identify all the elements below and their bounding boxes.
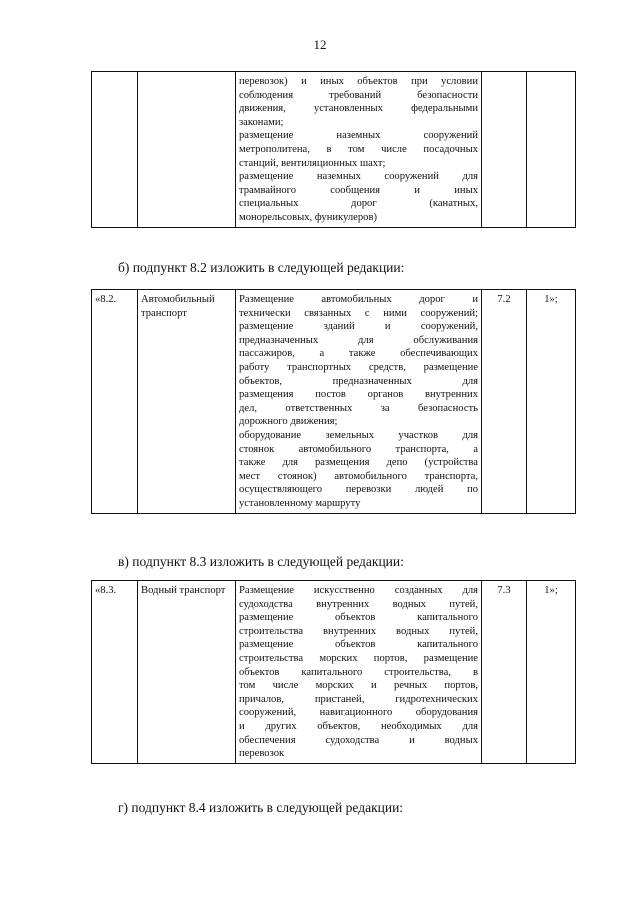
description-line: также для размещения депо (устройства: [239, 457, 478, 469]
description-line: размещение наземных сооружений: [239, 130, 478, 142]
table-row: [92, 290, 576, 514]
description-line: оборудование земельных участков для: [239, 429, 478, 441]
table-row: [92, 581, 576, 764]
table-row: [92, 72, 576, 228]
description-line: причалов, пристаней, гидротехнических: [239, 693, 478, 705]
description-line: стоянок автомобильного транспорта, а: [239, 443, 478, 455]
description-line: технически связанных с ними сооружений;: [239, 307, 478, 319]
cell-number: [92, 72, 138, 228]
description-line: дел, ответственных за безопасность: [239, 402, 478, 414]
description-line: станций, вентиляционных шахт;: [239, 157, 386, 169]
description-line: пассажиров, а также обеспечивающих: [239, 348, 478, 360]
description-line: мест стоянок) автомобильного транспорта,: [239, 470, 478, 482]
table-continuation: [91, 71, 576, 228]
cell-value: [527, 72, 576, 228]
description-line: движения, установленных федеральными: [239, 103, 478, 115]
description-line: предназначенных для обслуживания: [239, 334, 478, 346]
description-line: сооружений, навигационного оборудования: [239, 707, 478, 719]
description-line: метрополитена, в том числе посадочных: [239, 143, 478, 155]
cell-number: «8.2.: [92, 290, 138, 514]
description-line: размещение наземных сооружений для: [239, 171, 478, 183]
description-line: законами;: [239, 116, 284, 128]
cell-value: 1»;: [527, 290, 576, 514]
description-line: дорожного движения;: [239, 416, 338, 428]
description-line: соблюдения требований безопасности: [239, 89, 478, 101]
cell-number: «8.3.: [92, 581, 138, 764]
description-line: объектов, предназначенных для: [239, 375, 478, 387]
cell-name: Автомобильный транспорт: [138, 290, 236, 514]
description-line: осуществляющего перевозки людей по: [239, 484, 478, 496]
cell-name: [138, 72, 236, 228]
description-line: перевозок: [239, 748, 285, 760]
description-line: Размещение автомобильных дорог и: [239, 294, 478, 305]
description-line: специальных дорог (канатных,: [239, 198, 478, 210]
description-line: объектов капитального строительства, в: [239, 666, 478, 678]
cell-code: [482, 72, 527, 228]
cell-name: Водный транспорт: [138, 581, 236, 764]
cell-description: [236, 72, 482, 228]
table-subitem-8-2: [91, 289, 576, 514]
table-subitem-8-3: [91, 580, 576, 764]
description-line: монорельсовых, фуникулеров): [239, 211, 377, 223]
description-line: строительства морских портов, размещение: [239, 652, 478, 664]
description-line: размещение объектов капитального: [239, 612, 478, 624]
description-line: размещение объектов капитального: [239, 639, 478, 651]
description-line: работу транспортных средств, размещение: [239, 361, 478, 373]
instruction-subitem-8-4: г) подпункт 8.4 изложить в следующей редакции:: [118, 800, 404, 815]
description-line: размещение зданий и сооружений,: [239, 321, 478, 333]
description-line: трамвайного сообщения и иных: [239, 184, 478, 196]
description-line: установленному маршруту: [239, 497, 361, 509]
description-line: размещения постов органов внутренних: [239, 389, 478, 401]
description-line: и других объектов, необходимых для: [239, 720, 478, 732]
description-line: обеспечения судоходства и водных: [239, 734, 478, 746]
description-line: строительства внутренних водных путей,: [239, 625, 478, 637]
instruction-subitem-8-2: б) подпункт 8.2 изложить в следующей редакции:: [118, 260, 405, 275]
page-number: 12: [313, 37, 327, 52]
description-line: Размещение искусственно созданных для: [239, 585, 478, 596]
description-line: судоходства внутренних водных путей,: [239, 598, 478, 610]
description-line: перевозок) и иных объектов при условии: [239, 76, 478, 87]
cell-code: 7.2: [482, 290, 527, 514]
cell-description: [236, 290, 482, 514]
cell-description: [236, 581, 482, 764]
description-line: том числе морских и речных портов,: [239, 680, 478, 692]
cell-code: 7.3: [482, 581, 527, 764]
instruction-subitem-8-3: в) подпункт 8.3 изложить в следующей редакции:: [118, 554, 404, 569]
cell-value: 1»;: [527, 581, 576, 764]
